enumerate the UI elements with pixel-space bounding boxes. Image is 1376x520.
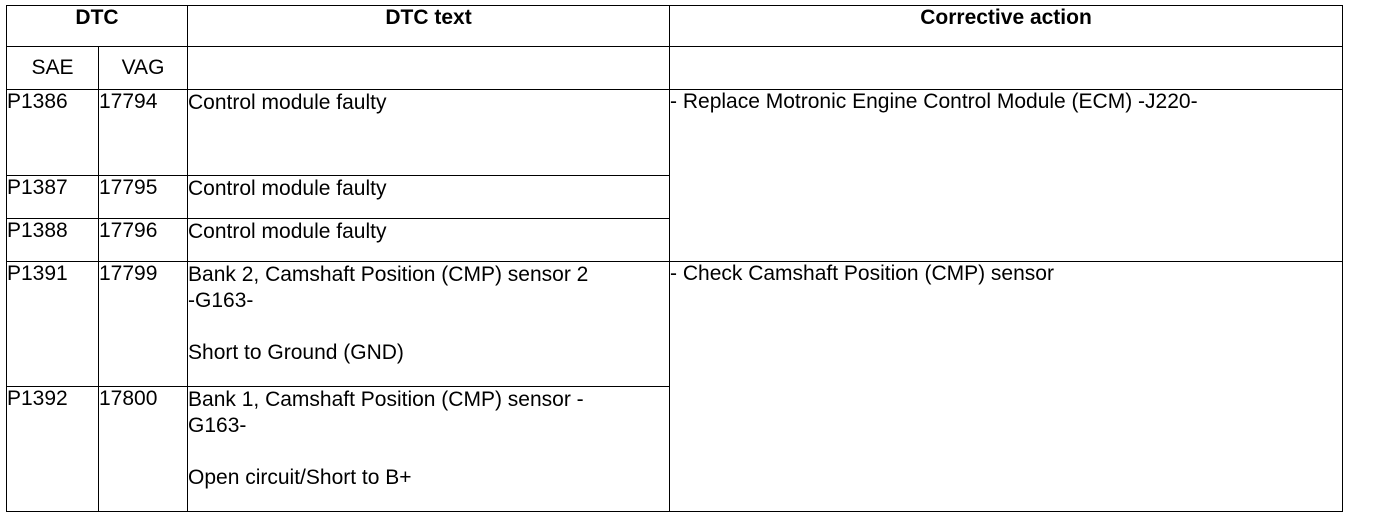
sae-code: P1392: [7, 387, 99, 512]
sae-code: P1386: [7, 90, 99, 176]
vag-code: 17800: [99, 387, 188, 512]
dtc-text-line: Bank 2, Camshaft Position (CMP) sensor 2: [188, 263, 589, 286]
vag-code: 17794: [99, 90, 188, 176]
dtc-text-line: Bank 1, Camshaft Position (CMP) sensor -: [188, 388, 584, 411]
dtc-text-line: G163-: [188, 414, 247, 437]
dtc-text: [188, 90, 670, 176]
subheader-row: [7, 47, 1343, 90]
vag-code: 17795: [99, 176, 188, 219]
table-row: [7, 262, 1343, 387]
sae-code: P1391: [7, 262, 99, 387]
table-row: [7, 90, 1343, 176]
subheader-empty-text: [188, 47, 670, 90]
header-row: [7, 6, 1343, 47]
header-corrective-action: Corrective action: [670, 6, 1343, 47]
dtc-text-line: Control module faulty: [188, 220, 387, 243]
dtc-text-line: Short to Ground (GND): [188, 341, 404, 364]
dtc-table: [6, 5, 1343, 512]
corrective-action-ecm: - Replace Motronic Engine Control Module (ECM) -J220-: [670, 90, 1343, 262]
dtc-text-line: Control module faulty: [188, 177, 387, 200]
sae-code: P1387: [7, 176, 99, 219]
header-sae: SAE: [7, 47, 99, 90]
dtc-text: [188, 262, 670, 387]
dtc-text: [188, 387, 670, 512]
header-vag: VAG: [99, 47, 188, 90]
vag-code: 17799: [99, 262, 188, 387]
dtc-text: [188, 219, 670, 262]
header-dtc-text: DTC text: [188, 6, 670, 47]
spacer: [188, 439, 669, 465]
vag-code: 17796: [99, 219, 188, 262]
spacer: [188, 314, 669, 340]
dtc-text-line: Control module faulty: [188, 91, 387, 114]
corrective-action-cmp: - Check Camshaft Position (CMP) sensor: [670, 262, 1343, 512]
sae-code: P1388: [7, 219, 99, 262]
dtc-text-line: Open circuit/Short to B+: [188, 466, 412, 489]
header-dtc: DTC: [7, 6, 188, 47]
dtc-text-line: -G163-: [188, 289, 254, 312]
subheader-empty-action: [670, 47, 1343, 90]
dtc-text: [188, 176, 670, 219]
